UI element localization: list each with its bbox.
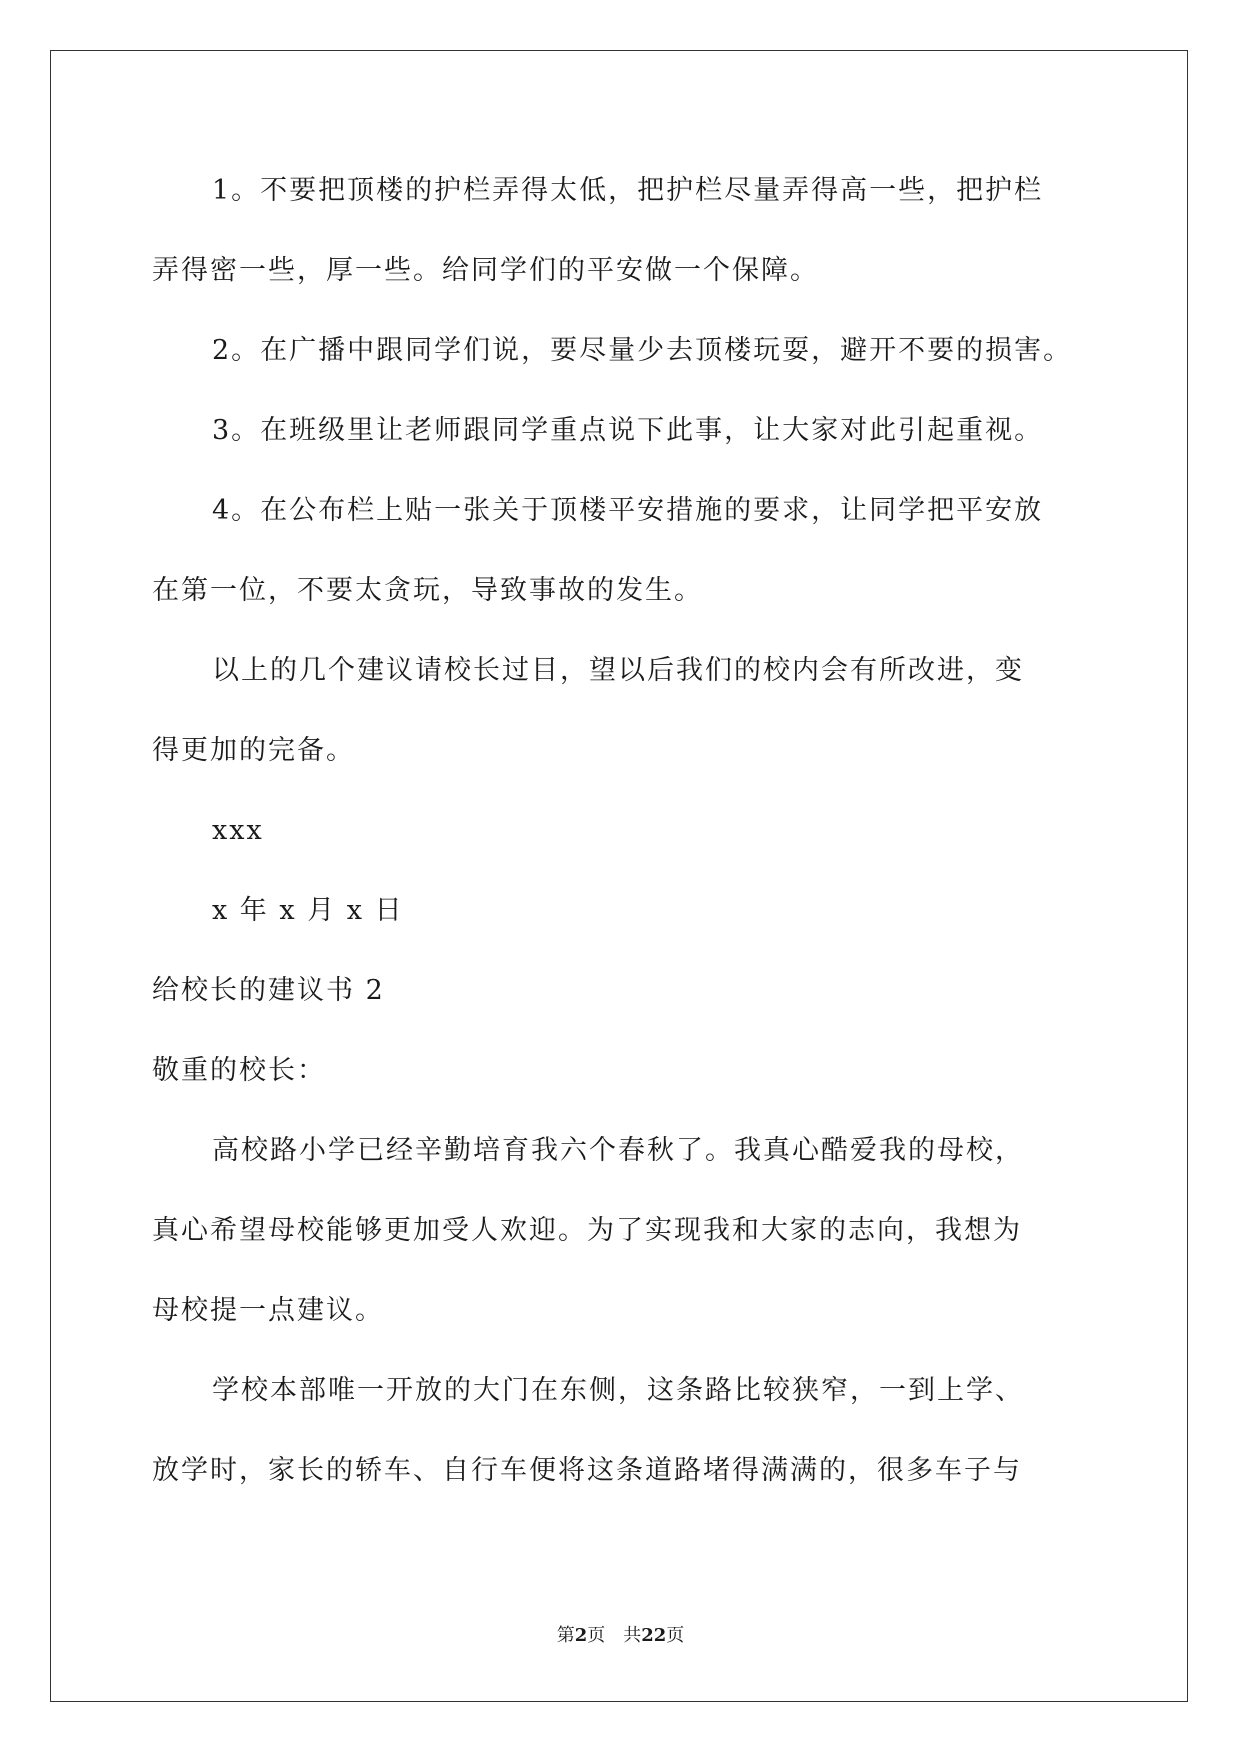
body-line: 在第一位，不要太贪玩，导致事故的发生。	[152, 575, 703, 606]
body-line: 弄得密一些，厚一些。给同学们的平安做一个保障。	[152, 255, 819, 286]
body-line: 以上的几个建议请校长过目，望以后我们的校内会有所改进，变	[212, 655, 1024, 686]
footer-suffix: 页	[666, 1625, 685, 1646]
body-line: 高校路小学已经辛勤培育我六个春秋了。我真心酷爱我的母校，	[212, 1135, 1024, 1166]
footer-mid: 页 共	[587, 1625, 642, 1646]
signature-name: xxx	[212, 815, 264, 846]
page-number-footer	[0, 1624, 1241, 1648]
total-page-number: 22	[641, 1625, 667, 1646]
body-line: 真心希望母校能够更加受人欢迎。为了实现我和大家的志向，我想为	[152, 1215, 1022, 1246]
body-line: 学校本部唯一开放的大门在东侧，这条路比较狭窄，一到上学、	[212, 1375, 1024, 1406]
body-line: 放学时，家长的轿车、自行车便将这条道路堵得满满的，很多车子与	[152, 1455, 1022, 1486]
body-line: 2。在广播中跟同学们说，要尽量少去顶楼玩耍，避开不要的损害。	[212, 335, 1073, 366]
body-line: 母校提一点建议。	[152, 1295, 384, 1326]
signature-date: x 年 x 月 x 日	[212, 895, 404, 926]
section-title: 给校长的建议书 2	[152, 975, 385, 1006]
body-line: 1。不要把顶楼的护栏弄得太低，把护栏尽量弄得高一些，把护栏	[212, 175, 1044, 206]
body-line: 4。在公布栏上贴一张关于顶楼平安措施的要求，让同学把平安放	[212, 495, 1044, 526]
body-line: 3。在班级里让老师跟同学重点说下此事，让大家对此引起重视。	[212, 415, 1044, 446]
current-page-number: 2	[574, 1625, 588, 1646]
salutation: 敬重的校长：	[152, 1055, 326, 1086]
body-line: 得更加的完备。	[152, 735, 355, 766]
footer-prefix: 第	[556, 1625, 575, 1646]
